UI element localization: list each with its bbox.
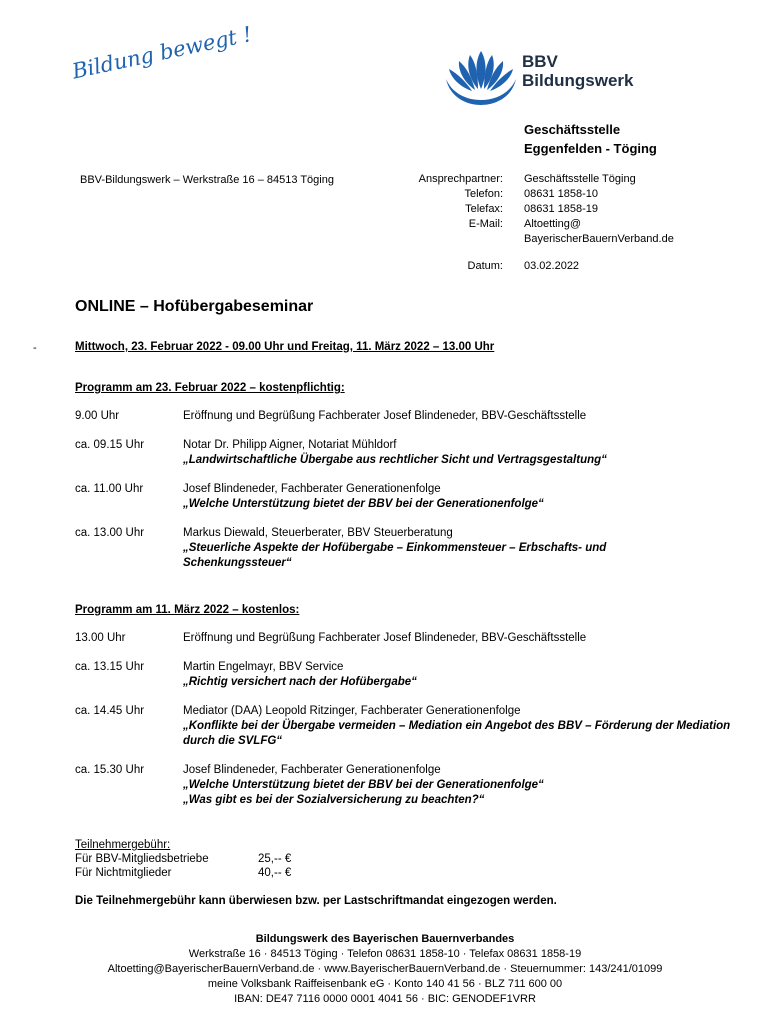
item-speaker: Markus Diewald, Steuerberater, BBV Steuerberatung xyxy=(183,527,453,539)
fee-notice: Die Teilnehmergebühr kann überwiesen bzw. per Lastschriftmandat eingezogen werden. xyxy=(75,895,557,907)
item-speaker: Eröffnung und Begrüßung Fachberater Josef Blindeneder, BBV-Geschäftsstelle xyxy=(183,410,587,422)
item-desc xyxy=(183,409,735,424)
item-topic: „Richtig versichert nach der Hofübergabe“ xyxy=(183,676,417,688)
office-line-2: Eggenfelden - Töging xyxy=(524,141,657,156)
email-link[interactable]: Altoetting@ xyxy=(524,218,582,230)
page-title: ONLINE – Hofübergabeseminar xyxy=(75,298,314,315)
item-desc xyxy=(183,660,735,690)
fee-row xyxy=(75,866,291,880)
date-label: Datum: xyxy=(467,260,503,272)
contact-row xyxy=(400,202,674,217)
fee-heading: Teilnehmergebühr: xyxy=(75,839,171,851)
fee-value: 25,-- € xyxy=(258,853,292,865)
list-item xyxy=(75,438,735,468)
contact-value: 08631 1858-19 xyxy=(524,203,599,215)
contact-label: E-Mail: xyxy=(468,218,503,230)
contact-block xyxy=(400,172,674,247)
item-time: ca. 11.00 Uhr xyxy=(75,483,144,495)
item-speaker: Notar Dr. Philipp Aigner, Notariat Mühldorf xyxy=(183,439,397,451)
contact-row xyxy=(400,232,674,247)
contact-label: Ansprechpartner: xyxy=(418,173,503,185)
item-desc xyxy=(183,438,735,468)
item-desc xyxy=(183,526,623,571)
slogan: Bildung bewegt ! xyxy=(70,22,254,84)
logo-line-2: Bildungswerk xyxy=(522,71,634,90)
footer-line: IBAN: DE47 7116 0000 0001 4041 56 · BIC: GENODEF1VRR xyxy=(234,993,536,1005)
list-item xyxy=(75,409,735,424)
item-topic-2: „Was gibt es bei der Sozialversicherung zu beachten?“ xyxy=(183,794,485,806)
program1-heading: Programm am 23. Februar 2022 – kostenpflichtig: xyxy=(75,382,345,394)
footer-line: meine Volksbank Raiffeisenbank eG · Konto 140 41 56 · BLZ 711 600 00 xyxy=(207,978,563,990)
item-time: 13.00 Uhr xyxy=(75,632,126,644)
list-item xyxy=(75,631,735,646)
margin-mark: - xyxy=(33,342,37,354)
bbv-logo-icon xyxy=(444,49,518,105)
seminar-dates: Mittwoch, 23. Februar 2022 - 09.00 Uhr und Freitag, 11. März 2022 – 13.00 Uhr xyxy=(75,341,495,353)
fee-label: Für Nichtmitglieder xyxy=(75,867,172,879)
item-topic: „Landwirtschaftliche Übergabe aus rechtlicher Sicht und Vertragsgestaltung“ xyxy=(183,454,607,466)
item-topic: „Welche Unterstützung bietet der BBV bei der Generationenfolge“ xyxy=(183,779,544,791)
item-desc xyxy=(183,482,735,512)
footer-line: Werkstraße 16 · 84513 Töging · Telefon 08631 1858-10 · Telefax 08631 1858-19 xyxy=(188,948,582,960)
program2-list xyxy=(75,631,735,822)
footer xyxy=(0,932,770,1007)
date-value: 03.02.2022 xyxy=(524,260,580,272)
item-speaker: Eröffnung und Begrüßung Fachberater Josef Blindeneder, BBV-Geschäftsstelle xyxy=(183,632,587,644)
contact-label: Telefon: xyxy=(464,188,503,200)
footer-org: Bildungswerk des Bayerischen Bauernverbandes xyxy=(255,933,515,945)
fee-row xyxy=(75,852,291,866)
email-link-domain[interactable]: BayerischerBauernVerband.de xyxy=(524,233,674,245)
date-row xyxy=(400,260,579,272)
logo-text xyxy=(522,52,633,90)
item-speaker: Martin Engelmayr, BBV Service xyxy=(183,661,344,673)
fee-block xyxy=(75,838,291,880)
contact-value: Geschäftsstelle Töging xyxy=(524,173,636,185)
footer-line: Altoetting@BayerischerBauernVerband.de · www.BayerischerBauernVerband.de · Steuernummer: 143/241/01099 xyxy=(107,963,663,975)
contact-row xyxy=(400,187,674,202)
item-time: ca. 14.45 Uhr xyxy=(75,705,145,717)
fee-value: 40,-- € xyxy=(258,867,292,879)
list-item xyxy=(75,526,735,571)
item-time: ca. 15.30 Uhr xyxy=(75,764,145,776)
item-topic: „Steuerliche Aspekte der Hofübergabe – Einkommensteuer – Erbschafts- und Schenkungssteuer“ xyxy=(183,542,607,569)
item-speaker: Mediator (DAA) Leopold Ritzinger, Fachberater Generationenfolge xyxy=(183,705,521,717)
item-speaker: Josef Blindeneder, Fachberater Generationenfolge xyxy=(183,764,441,776)
item-time: ca. 13.00 Uhr xyxy=(75,527,145,539)
item-topic: „Welche Unterstützung bietet der BBV bei der Generationenfolge“ xyxy=(183,498,544,510)
contact-row xyxy=(400,217,674,232)
program1-list xyxy=(75,409,735,585)
contact-label: Telefax: xyxy=(465,203,503,215)
list-item xyxy=(75,660,735,690)
office-name xyxy=(524,120,657,158)
program2-heading: Programm am 11. März 2022 – kostenlos: xyxy=(75,604,300,616)
sender-line: BBV-Bildungswerk – Werkstraße 16 – 84513 Töging xyxy=(80,174,334,186)
contact-label xyxy=(400,232,524,247)
item-time: 9.00 Uhr xyxy=(75,410,120,422)
fee-label: Für BBV-Mitgliedsbetriebe xyxy=(75,853,209,865)
item-desc xyxy=(183,763,735,808)
item-desc xyxy=(183,631,735,646)
item-speaker: Josef Blindeneder, Fachberater Generationenfolge xyxy=(183,483,441,495)
office-line-1: Geschäftsstelle xyxy=(524,122,621,137)
item-time: ca. 13.15 Uhr xyxy=(75,661,145,673)
list-item xyxy=(75,704,735,749)
logo-line-1: BBV xyxy=(522,52,558,71)
list-item xyxy=(75,482,735,512)
item-time: ca. 09.15 Uhr xyxy=(75,439,145,451)
item-topic: „Konflikte bei der Übergabe vermeiden – Mediation ein Angebot des BBV – Förderung der Mediation durch die SVLFG“ xyxy=(183,720,731,747)
list-item xyxy=(75,763,735,808)
contact-row xyxy=(400,172,674,187)
contact-value: 08631 1858-10 xyxy=(524,188,599,200)
item-desc xyxy=(183,704,735,749)
